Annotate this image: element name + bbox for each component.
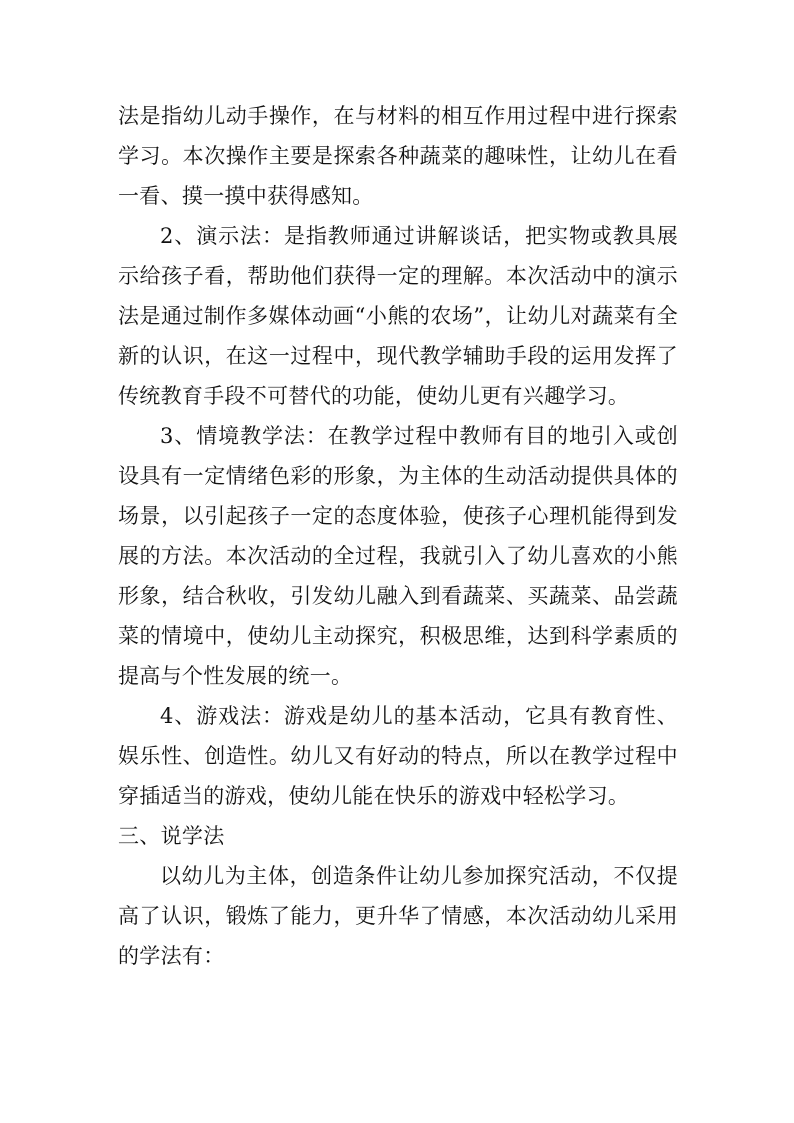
document-body <box>118 96 678 976</box>
paragraph-game-method: 4、游戏法：游戏是幼儿的基本活动，它具有教育性、娱乐性、创造性。幼儿又有好动的特点，所以在教学过程中穿插适当的游戏，使幼儿能在快乐的游戏中轻松学习。 <box>118 704 678 808</box>
paragraph-demonstration-method: 2、演示法：是指教师通过讲解谈话，把实物或教具展示给孩子看，帮助他们获得一定的理解。本次活动中的演示法是通过制作多媒体动画“小熊的农场”，让幼儿对蔬菜有全新的认识，在这一过程中，现代教学辅助手段的运用发挥了传统教育手段不可替代的功能，使幼儿更有兴趣学习。 <box>118 224 678 408</box>
paragraph-operation-method-continued: 法是指幼儿动手操作，在与材料的相互作用过程中进行探索学习。本次操作主要是探索各种蔬菜的趣味性，让幼儿在看一看、摸一摸中获得感知。 <box>118 104 678 208</box>
section-heading-learning-methods: 三、说学法 <box>118 824 225 848</box>
paragraph-learning-methods-intro: 以幼儿为主体，创造条件让幼儿参加探究活动，不仅提高了认识，锻炼了能力，更升华了情感，本次活动幼儿采用的学法有： <box>118 864 678 968</box>
paragraph-situational-teaching-method: 3、情境教学法：在教学过程中教师有目的地引入或创设具有一定情绪色彩的形象，为主体的生动活动提供具体的场景，以引起孩子一定的态度体验，使孩子心理机能得到发展的方法。本次活动的全过程，我就引入了幼儿喜欢的小熊形象，结合秋收，引发幼儿融入到看蔬菜、买蔬菜、品尝蔬菜的情境中，使幼儿主动探究，积极思维，达到科学素质的提高与个性发展的统一。 <box>118 424 678 688</box>
